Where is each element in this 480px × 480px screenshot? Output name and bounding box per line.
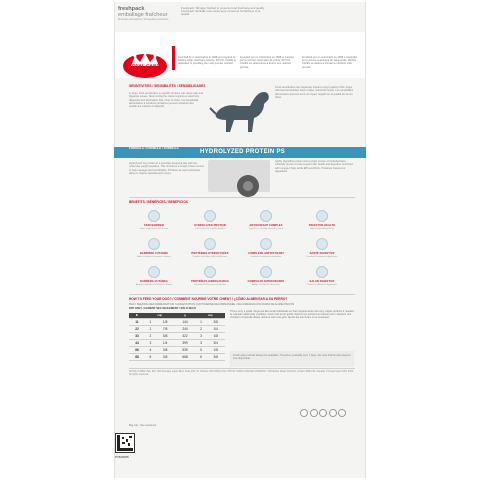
feeding-subtitle-dry: DRY ONLY / ALIMENT SEC SEULEMENT / SÓLO SECO	[129, 307, 196, 310]
skin-barrier-icon	[148, 266, 160, 278]
datamatrix-code	[115, 433, 135, 453]
table-row: 66 4 3/8 539 5 1/8	[129, 347, 225, 354]
table-row: 11 1 1/8 144 1 3/8	[129, 319, 225, 326]
benefit-item: COMPLEXE ANTIOXYDANT Soutient le système immunitaire	[240, 238, 292, 259]
banner-text-en: Founded by a veterinarian in 1968 and inspired by leading edge veterinary science, ROYAL CANIN is dedicated to providing the most precise nutrition.	[178, 56, 236, 66]
feeding-table	[129, 313, 225, 361]
benefit-item: SKIN BARRIER Helps support the skin barrier	[128, 210, 180, 231]
hydrolyzed-protein-icon	[204, 266, 216, 278]
skin-barrier-icon	[148, 238, 160, 250]
hydrolyzed-protein-icon	[204, 238, 216, 250]
company-address: ROYAL CANIN USA, INC. 500 Fountain Lakes Blvd, Suite 100, St. Charles, MO 63301 USA. ROYAL CANIN CANADA COMPANY: 100 Beiber Road, Puslinch, Ontario N0B 2J0, Canada. © Royal Canin SAS 2023. All rights reserved.	[129, 370, 354, 377]
skin-barrier-icon	[148, 210, 160, 222]
sensitivities-title: SENSITIVITIES / SENSIBILITÉS / SENSIBILIDADES	[129, 84, 206, 88]
feeding-guide-text: This is only a guide. Dogs are like small individuals so their requirements can vary. Adjust portions if needed to maintain ideal body condition. Ceci n'est qu'un guide. Ajustez les portions au besoin pour maintenir une condition corporelle idéale. Esta es solo una guía. Ajuste las porciones si es necesario.	[230, 310, 354, 320]
digestive-health-icon	[316, 238, 328, 250]
table-row: 33 2 5/8 322 3 1/8	[129, 333, 225, 340]
freshpack-header	[118, 6, 178, 21]
royal-canin-logo: ROYAL CANIN	[128, 63, 162, 68]
digestive-health-icon	[316, 210, 328, 222]
freshpack-description: Freshpack: Nitrogen flushed to preserve food freshness and quality. Freshpack: Emballé sous azote pour conserver la fraîcheur et la qualité.	[181, 6, 265, 17]
table-row: 44 3 1/4 399 3 3/4	[129, 340, 225, 347]
certification-logos	[300, 404, 360, 412]
certification-icon	[329, 409, 337, 417]
feeding-note-text: Fresh water should always be available. Transition gradually over 7 days. De l'eau fraîche doit toujours être disponible.	[233, 354, 351, 361]
feeding-note	[230, 351, 354, 367]
hydrolyzed-protein-icon	[204, 210, 216, 222]
dog-silhouette-icon	[208, 84, 272, 136]
table-row: 88 5 3/8 668 6 3/8	[129, 354, 225, 361]
benefit-item: ANTIOXIDANT COMPLEX Supports a healthy immune system	[240, 210, 292, 231]
barcode-icon	[116, 434, 134, 452]
recycle-note: Bag only - Sac seulement	[129, 424, 157, 427]
banner-text-es: Fundada por un veterinario en 1968 e inspirada en la ciencia veterinaria de vanguardia, ROYAL CANIN se dedica a brindar la nutrición más precisa.	[302, 56, 357, 69]
antioxidant-icon	[260, 266, 272, 278]
formula-title: FORMULA / FORMULE / FÓRMULA	[129, 146, 179, 150]
benefit-item: PROTÉINES HYDROLYSÉES Peptides de faible poids moléculaire	[184, 238, 236, 259]
benefit-item: SALUD DIGESTIVA Proteínas altamente digestibles	[296, 266, 348, 287]
benefit-item: SANTÉ DIGESTIVE Protéines hautement digestibles	[296, 238, 348, 259]
section-divider	[129, 368, 355, 369]
freshpack-brand-french: emballage fraîcheur	[118, 12, 168, 18]
section-divider	[129, 197, 355, 198]
antioxidant-icon	[260, 238, 272, 250]
banner-text-fr: Founded par un vétérinaire en 1968 et inspirée par la science vétérinaire de pointe, ROYAL CANIN est déterminée à fournir une nutrition précise.	[240, 56, 294, 69]
formula-text-left: Hydrolyzed soy protein in a specially designed diet with low molecular weight peptides. This formula is a single protein source to help manage food sensitivities. Protéine de soja hydrolysée dans un régime spécialement conçu.	[129, 162, 205, 175]
certification-icon	[319, 409, 327, 417]
hydrolyzed-protein-label: HYDROLYZED PROTEIN PS	[200, 149, 286, 155]
certification-icon	[300, 409, 308, 417]
benefit-item: BARRIÈRE CUTANÉE Aide à soutenir la barrière cutanée	[128, 238, 180, 259]
kibble-magnifier-icon	[237, 175, 259, 197]
sensitivities-text-right: Food sensitivities can negatively impact a dog's quality of life. Dogs with food sensitivities have unique nutritional needs. Les sensibilités alimentaires peuvent avoir un impact négatif sur la qualité de vie du chien.	[275, 86, 354, 99]
banner-accent	[172, 46, 175, 70]
feeding-title: HOW TO FEED YOUR DOG? / COMMENT NOURRIR VOTRE CHIEN? / ¿CÓMO ALIMENTAR A SU PERRO?	[129, 297, 288, 301]
feeding-subtitle: DAILY FEEDING RECOMMENDATION / ALIMENTATION QUOTIDIENNE RECOMMANDÉE / RECOMENDACIÓN DIARIA DE ALIMENTACIÓN	[129, 303, 295, 306]
table-row: 22 1 7/8 244 2 1/4	[129, 326, 225, 333]
benefit-item: DIGESTIVE HEALTH Highly digestible proteins	[296, 210, 348, 231]
formula-text-right: Highly digestible protein and a single source of carbohydrates. Clinically proven to help support skin health and digestion. Enriched with omega-3 fatty acids EPA and DHA. Protéines hautement digestibles.	[275, 160, 353, 173]
certification-icon	[338, 409, 346, 417]
benefit-item: PROTEÍNAS HIDROLIZADAS Péptidos de bajo peso molecular	[184, 266, 236, 287]
freshpack-brand: freshpack	[118, 6, 145, 12]
sensitivities-text-left: In dogs, food sensitivities to specific proteins can cause skin and digestive issues. Determining the cause requires a veterinary diagnosis and elimination trial. Chez le chien, les sensibilités alimentaires à certaines protéines peuvent entraîner des problèmes cutanés et digestifs.	[129, 92, 204, 109]
benefits-title: BENEFITS / BÉNÉFICES / BENEFICIOS	[129, 200, 188, 204]
product-code: P7600065	[115, 455, 129, 459]
benefit-item: BARRERA CUTÁNEA Ayuda a mantener la barrera cutánea	[128, 266, 180, 287]
section-divider	[129, 294, 355, 295]
digestive-health-icon	[316, 266, 328, 278]
benefit-item: HYDROLYZED PROTEIN Low molecular weight peptides	[184, 210, 236, 231]
feeding-table-header: lb cup g cup	[129, 313, 225, 319]
certification-icon	[310, 409, 318, 417]
freshpack-subtitle: Protective atmosphere / Atmosphère protectrice	[118, 18, 169, 21]
benefit-item: COMPLEJO ANTIOXIDANTE Apoya el sistema inmunitario	[240, 266, 292, 287]
antioxidant-icon	[260, 210, 272, 222]
